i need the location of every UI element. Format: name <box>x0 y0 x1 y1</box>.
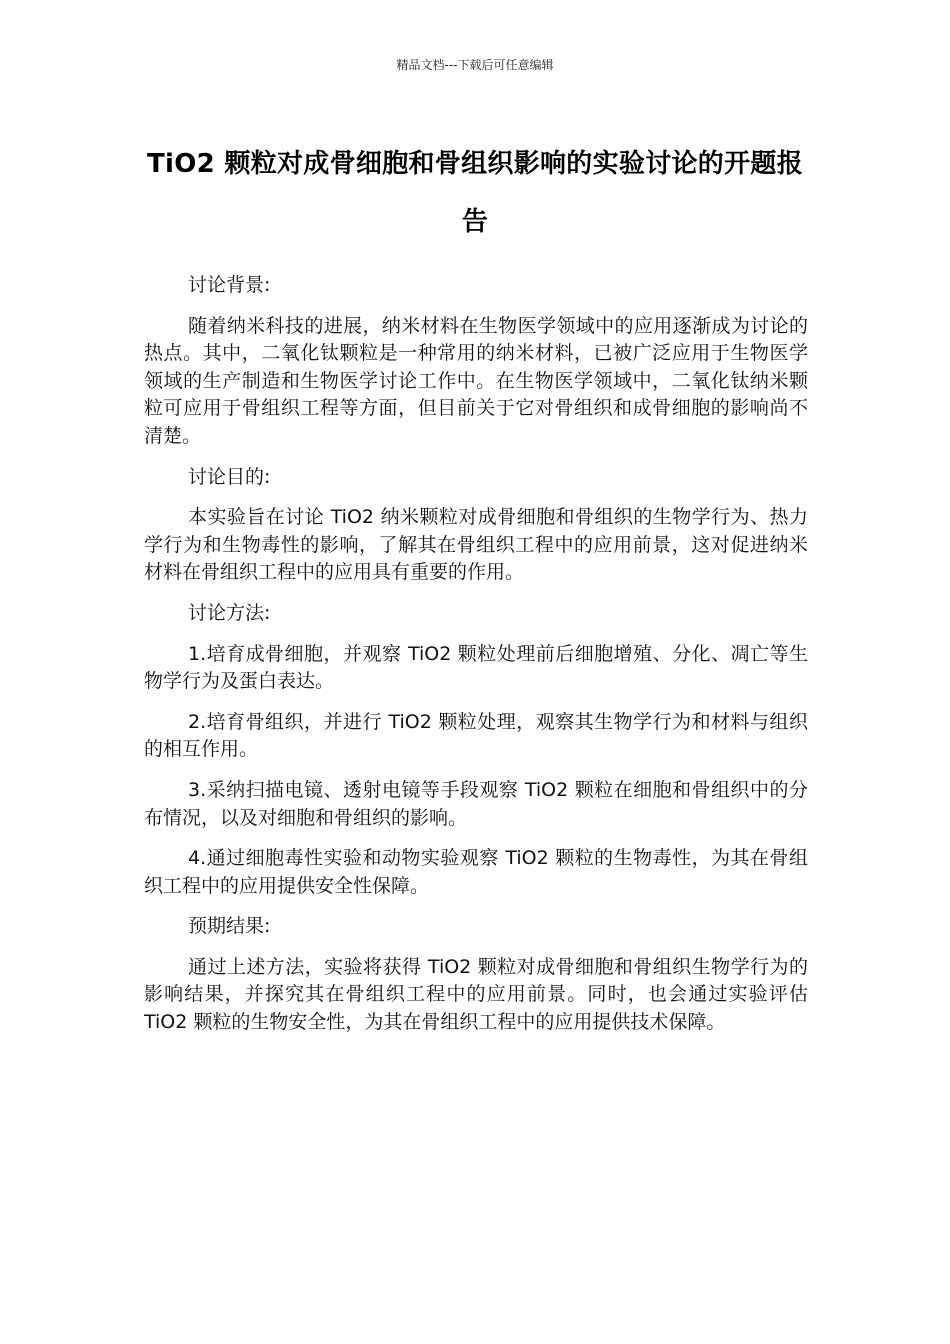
method-item-4: 4.通过细胞毒性实验和动物实验观察 TiO2 颗粒的生物毒性，为其在骨组织工程中的应用提供安全性保障。 <box>144 847 808 897</box>
section-text-expected: 通过上述方法，实验将获得 TiO2 颗粒对成骨细胞和骨组织生物学行为的影响结果，并探究其在骨组织工程中的应用前景。同时，也会通过实验评估 TiO2 颗粒的生物安全性，为其在骨组织工程中的应用提供技术保障。 <box>144 955 808 1034</box>
section-text-background: 随着纳米科技的进展，纳米材料在生物医学领域中的应用逐渐成为讨论的热点。其中，二氧化钛颗粒是一种常用的纳米材料，已被广泛应用于生物医学领域的生产制造和生物医学讨论工作中。在生物医学领域中，二氧化钛纳米颗粒可应用于骨组织工程等方面，但目前关于它对骨组织和成骨细胞的影响尚不清楚。 <box>144 314 808 447</box>
section-heading-methods: 讨论方法: <box>188 601 271 624</box>
method-item-2: 2.培育骨组织，并进行 TiO2 颗粒处理，观察其生物学行为和材料与组织的相互作用。 <box>144 710 808 761</box>
method-item-3: 3.采纳扫描电镜、透射电镜等手段观察 TiO2 颗粒在细胞和骨组织中的分布情况，以及对细胞和骨组织的影响。 <box>144 778 808 829</box>
document-body <box>144 272 808 1050</box>
header-note: 精品文档---下载后可任意编辑 <box>396 58 554 72</box>
method-item-1: 1.培育成骨细胞，并观察 TiO2 颗粒处理前后细胞增殖、分化、凋亡等生物学行为及蛋白表达。 <box>144 642 808 693</box>
section-text-purpose: 本实验旨在讨论 TiO2 纳米颗粒对成骨细胞和骨组织的生物学行为、热力学行为和生物毒性的影响，了解其在骨组织工程中的应用前景，这对促进纳米材料在骨组织工程中的应用具有重要的作用。 <box>144 506 808 584</box>
section-heading-background: 讨论背景: <box>188 274 271 296</box>
section-heading-expected: 预期结果: <box>188 915 271 938</box>
document-title: TiO2 颗粒对成骨细胞和骨组织影响的实验讨论的开题报告 <box>147 149 803 237</box>
section-heading-purpose: 讨论目的: <box>188 465 271 488</box>
